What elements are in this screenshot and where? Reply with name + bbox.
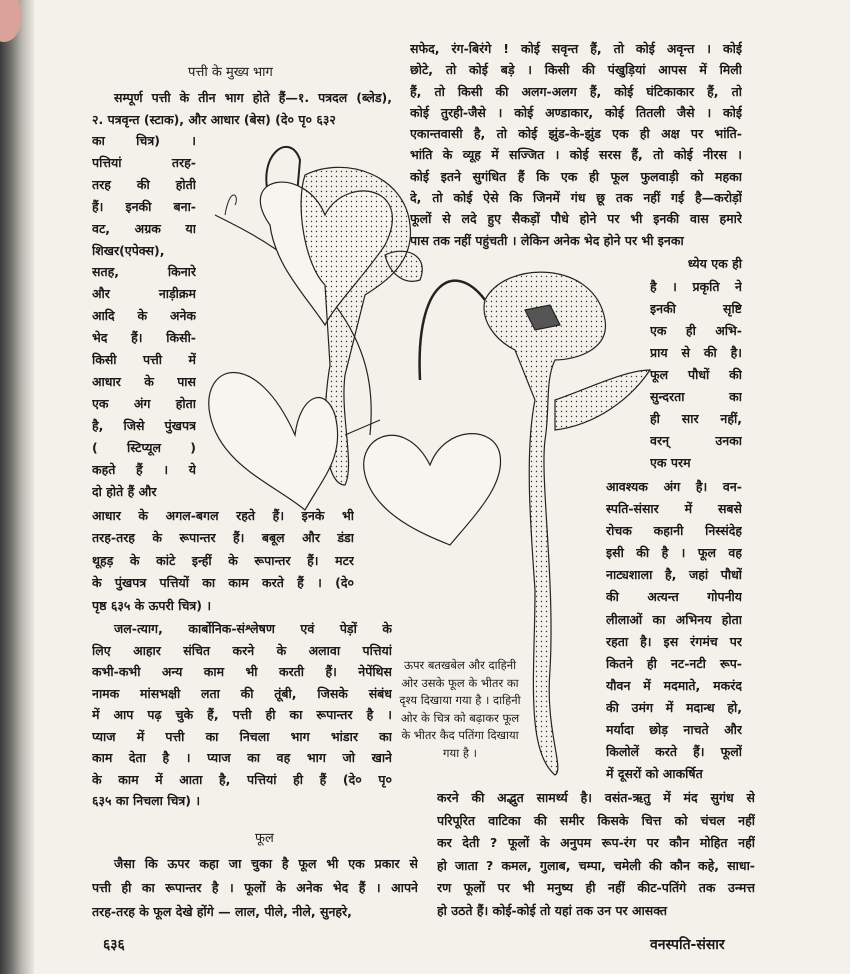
text-line: लीलाओं का अभिनय होता	[606, 611, 742, 627]
para-flower-narrow	[650, 276, 742, 474]
text-line: की अत्यन्त गोपनीय	[606, 589, 742, 605]
text-line: सुन्दरता का	[650, 389, 742, 404]
text-line: आधार के अगल-बगल रहते हैं। इनके भी	[92, 508, 354, 523]
text-line: जैसा कि ऊपर कहा जा चुका है फूल भी एक प्रकार से	[114, 856, 418, 871]
text-line: सतह, किनारे	[92, 264, 196, 280]
text-line: कर देती ? फूलों के अनुपम रूप-रंग पर कौन मोहित नहीं	[437, 835, 755, 851]
text-line: एकान्तवासी है, तो कोई झुंड-के-झुंड एक ही अक्ष पर भांति-	[410, 126, 742, 142]
text-line: पत्तियां तरह-	[92, 154, 196, 170]
text-line: रण फूलों पर भी मनुष्य ही नहीं कीट-पतिंगे तक उन्मत्त	[437, 880, 755, 896]
text-line: पृष्ठ ६३५ के ऊपरी चित्र) ।	[92, 597, 212, 613]
text-line: एक ही अभि-	[650, 323, 742, 338]
text-line: इनकी सृष्टि	[650, 301, 742, 316]
text-line: के भीतर कैद पतिंगा दिखाया	[401, 728, 519, 742]
text-line: तरह-तरह के फूल देखे होंगे — लाल, पीले, नीले, सुनहरे,	[92, 904, 352, 919]
text-line: तरह-तरह के रूपान्तर हैं। बबूल और डंडा	[92, 530, 354, 546]
text-line: दृश्य दिखाया गया है । दाहिनी	[399, 693, 521, 707]
text-line: शिखर(एपेक्स),	[92, 242, 165, 258]
text-line: प्याज में पत्ती का निचला भाग भांडार का	[92, 728, 392, 744]
para-flower-bottom	[437, 787, 755, 923]
flower-tube-lip	[555, 370, 650, 430]
text-line: है । प्रकृति ने	[650, 279, 742, 294]
text-line: नाट्यशाला है, जहां पौधों	[606, 567, 742, 583]
text-line: में दूसरों को आकर्षित	[606, 766, 703, 782]
text-line: ओर उसके फूल के भीतर का	[401, 675, 519, 690]
flower-hood-hook	[420, 281, 485, 380]
text-line: और नाड़ीक्रम	[92, 286, 196, 302]
text-line: काम देता है । प्याज का वह भाग जो खाने	[92, 750, 392, 765]
text-line: मर्यादा छोड़ नाचते और	[606, 722, 742, 738]
text-line: किलोलें करते हैं। फूलों	[606, 744, 742, 760]
text-line: गया है ।	[443, 745, 477, 760]
text-line: एक अंग होता	[92, 395, 196, 411]
text-line: आदि के अनेक	[92, 308, 196, 324]
text-line: दो होते हैं और	[92, 483, 157, 499]
para-flower-variety	[410, 38, 742, 251]
text-line: दे, तो कोई ऐसे कि जिनमें गंध छू तक नहीं गई है—करोड़ों	[410, 190, 742, 206]
page-number: ६३६	[103, 937, 125, 953]
text-line: ही सार नहीं,	[650, 411, 742, 426]
text-line: रहता है। इस रंगमंच पर	[606, 633, 742, 649]
text-line: रोचक कहानी निस्संदेह	[606, 523, 742, 539]
heading-leaf-parts: पत्ती के मुख्य भाग	[188, 65, 273, 80]
goal-line: ध्येय एक ही	[687, 256, 742, 271]
text-line: स्पति-संसार में सबसे	[606, 501, 742, 517]
para-flower-mid	[606, 476, 742, 785]
text-line: भेद हैं। किसी-	[92, 330, 196, 346]
text-line: फूलों से लदे हुए सैकड़ों पौधे होने पर भी इनकी वास हमारे	[410, 211, 742, 227]
book-spine-shadow	[0, 0, 34, 974]
text-line: करने की अद्भुत सामर्थ्य है। वसंत-ऋतु में मंद सुगंध से	[437, 790, 755, 805]
text-line: यौवन में मदमाते, मकरंद	[606, 677, 742, 693]
text-line: किसी पत्ती में	[92, 352, 196, 368]
para-leaf-functions	[92, 618, 392, 812]
text-line: ( स्टिप्यूल )	[92, 439, 196, 455]
heading-flower: फूल	[255, 831, 274, 846]
running-title: वनस्पति-संसार	[650, 937, 725, 953]
text-line: २. पत्रवृन्त (स्टाक), और आधार (बेस) (दे० पृ० ६३२	[92, 112, 336, 127]
text-line: के पुंखपत्र पत्तियों का काम करते हैं । (दे०	[92, 575, 354, 591]
text-line: हो उठते हैं। कोई-कोई तो यहां तक उन पर आसक्त	[437, 902, 668, 918]
text-line: के काम में आता है, पत्तियां ही हैं (दे० पृ०	[92, 771, 392, 787]
text-line: वट, अग्रक या	[92, 220, 196, 236]
text-line: है, जिसे पुंखपत्र	[92, 417, 196, 433]
text-line: ओर के चित्र को बढ़ाकर फूल	[400, 710, 520, 725]
text-line: में आप पढ़ चुके हैं, पत्ती ही का रूपान्तर है ।	[92, 707, 392, 722]
text-line: तरह की होती	[92, 176, 196, 192]
text-line: कोई तुरही-जैसे । कोई अण्डाकार, कोई तितली जैसे । कोई	[410, 104, 742, 120]
text-line: हैं, तो किसी की अलग-अलग हैं, कोई घंटिकाकार हैं, तो	[410, 83, 742, 99]
text-line: परिपूरित वाटिका की समीर किसके चित्त को चंचल नहीं	[437, 812, 755, 828]
text-line: हो जाता ? कमल, गुलाब, चम्पा, चमेली की कौन कहे, साधा-	[437, 857, 755, 873]
leaf-left	[209, 373, 338, 511]
text-line: थूहड़ के कांटे इन्हीं के रूपान्तर हैं। मटर	[92, 552, 354, 568]
text-line: कहते हैं । ये	[92, 461, 196, 477]
text-line: कोई इतने सुगंधित हैं कि एक ही फूल फुलवाड़ी को महका	[410, 168, 742, 184]
para-leaf-parts-full	[92, 87, 392, 131]
text-line: की उमंग में मदान्ध हो,	[606, 699, 742, 715]
text-line: सफेद, रंग-बिरंगे ! कोई सवृन्त हैं, तो कोई अवृन्त । कोई	[410, 41, 742, 56]
text-line: भांति के व्यूह में सज्जित । कोई सरस हैं, तो कोई नीरस ।	[410, 147, 742, 163]
para-flower	[92, 852, 418, 924]
text-line: फूल पौधों की	[650, 367, 742, 382]
text-line: कभी-कभी अन्य काम भी करती हैं। नेपेंथिस	[92, 664, 392, 679]
para-leaf-parts-rest	[92, 505, 354, 617]
figure-caption	[362, 657, 558, 762]
text-line: कितने ही नट-नटी रूप-	[606, 655, 742, 671]
text-line: का चित्र) ।	[92, 133, 196, 148]
text-line: ६३५ का निचला चित्र) ।	[92, 793, 201, 808]
text-line: सम्पूर्ण पत्ती के तीन भाग होते हैं—१. पत्रदल (ब्लेड),	[114, 90, 392, 105]
text-line: आधार के पास	[92, 373, 196, 389]
text-line: एक परम	[650, 455, 691, 470]
text-line: प्राय से की है।	[650, 345, 742, 360]
text-line: पत्ती ही का रूपान्तर है । फूलों के अनेक भेद हैं । आपने	[92, 880, 418, 895]
text-line: जल-त्याग, कार्बोनिक-संश्लेषण एवं पेड़ों के	[114, 621, 392, 636]
text-line: नामक मांसभक्षी लता की तूंबी, जिसके संबंध	[92, 685, 392, 701]
text-line: वरन् उनका	[650, 433, 742, 448]
para-leaf-parts-narrow	[92, 130, 196, 502]
text-line: इसी की है । फूल वह	[606, 545, 742, 561]
text-line: पास तक नहीं पहुंचती । लेकिन अनेक भेद होने पर भी इनका	[410, 232, 684, 248]
text-line: हैं। इनकी बना-	[92, 198, 196, 214]
text-line: छोटे, तो कोई बड़े । किसी की पंखुड़ियां आपस में मिली	[410, 62, 742, 78]
text-line: आवश्यक अंग है। वन-	[606, 479, 742, 494]
text-line: ऊपर बतखबेल और दाहिनी	[403, 658, 517, 672]
text-line: लिए आहार संचित करने के अलावा पत्तियां	[92, 642, 392, 658]
